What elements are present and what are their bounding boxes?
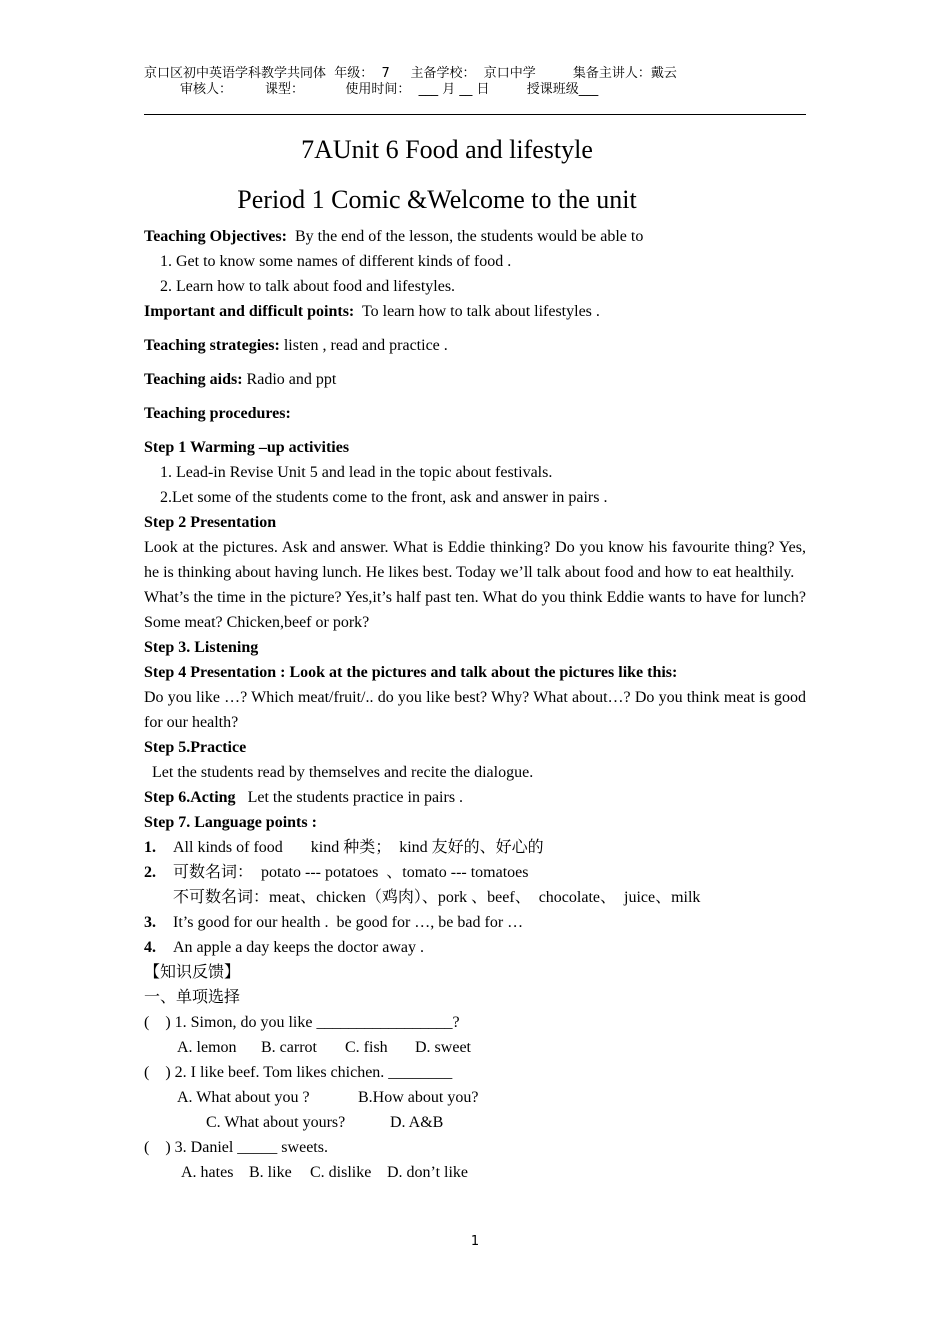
unit-title: 7AUnit 6 Food and lifestyle [301,135,593,164]
objectives-label: Teaching Objectives: [144,228,287,245]
step2-heading: Step 2 Presentation [144,514,277,531]
page-header [144,66,677,98]
header-rule [144,114,806,115]
important-text: To learn how to talk about lifestyles . [354,303,600,320]
language-point: 3. It’s good for our health . be good for …, be bad for … [144,914,524,931]
aids-text: Radio and ppt [242,371,337,388]
objectives-text: By the end of the lesson, the students would be able to [286,228,644,245]
question-2-options-row1: A. What about you ? B.How about you? [177,1089,479,1106]
question-2-stem: ( ) 2. I like beef. Tom likes chichen. ________ [144,1064,453,1081]
step5-text: Let the students read by themselves and recite the dialogue. [152,764,534,781]
step1-item: 1. Lead-in Revise Unit 5 and lead in the topic about festivals. [160,464,553,481]
step6-line [144,785,806,810]
objective-item: 2. Learn how to talk about food and lifestyles. [160,278,456,295]
strategies-label: Teaching strategies: [144,337,280,354]
language-point: 4. An apple a day keeps the doctor away . [144,939,425,956]
aids-label: Teaching aids: [144,371,243,388]
section-heading: 一、单项选择 [144,989,241,1006]
step1-heading: Step 1 Warming –up activities [144,439,350,456]
step6-text: Let the students practice in pairs . [235,789,464,806]
question-1-options: A. lemon B. carrot C. fish D. sweet [177,1039,471,1056]
header-row-2: 审核人： 课型： 使用时间： ___ 月 __ 日 授课班级___ [180,82,599,97]
step7-heading: Step 7. Language points : [144,814,317,831]
page-number: 1 [470,1234,480,1249]
step2-paragraph-1: Look at the pictures. Ask and answer. What is Eddie thinking? Do you know his favourite thing? Yes, he is thinking about having lunch. He likes best. Today we’ll talk about food and how to eat healthily. [144,539,810,581]
language-point: 1. All kinds of food kind 种类； kind 友好的、好心的 [144,839,544,856]
period-title: Period 1 Comic &Welcome to the unit [237,185,637,214]
important-line [144,299,806,324]
step2-paragraph-2: What’s the time in the picture? Yes,it’s half past ten. What do you think Eddie wants to have for lunch? Some meat? Chicken,beef or pork? [144,589,810,631]
step4-heading: Step 4 Presentation : Look at the pictures and talk about the pictures like this: [144,664,678,681]
question-2-options-row2: C. What about yours? D. A&B [206,1114,444,1131]
language-point: 2. 可数名词： potato --- potatoes 、tomato --- tomatoes [144,864,529,881]
question-3-options: A. hates B. like C. dislike D. don’t like [181,1164,469,1181]
step3-heading: Step 3. Listening [144,639,259,656]
procedures-heading: Teaching procedures: [144,405,291,422]
header-row-1: 京口区初中英语学科教学共同体 年级： 7 主备学校： 京口中学 集备主讲人：戴云 [144,66,677,81]
aids-line [144,367,806,392]
important-label: Important and difficult points: [144,303,355,320]
lesson-body [144,224,810,1185]
step5-heading: Step 5.Practice [144,739,247,756]
language-point: 不可数名词：meat、chicken（鸡肉）、pork 、beef、 chocolate、 juice、milk [173,889,701,906]
question-1-stem: ( ) 1. Simon, do you like _________________? [144,1014,460,1031]
step1-item: 2.Let some of the students come to the front, ask and answer in pairs . [160,489,608,506]
step6-label: Step 6.Acting [144,789,236,806]
strategies-text: listen , read and practice . [279,337,448,354]
objective-item: 1. Get to know some names of different kinds of food . [160,253,512,270]
feedback-heading: 【知识反馈】 [144,964,241,981]
strategies-line [144,333,806,358]
objectives-line [144,224,806,249]
question-3-stem: ( ) 3. Daniel _____ sweets. [144,1139,328,1156]
step4-text: Do you like …? Which meat/fruit/.. do you like best? Why? What about…? Do you think meat is good for our health? [144,689,810,731]
